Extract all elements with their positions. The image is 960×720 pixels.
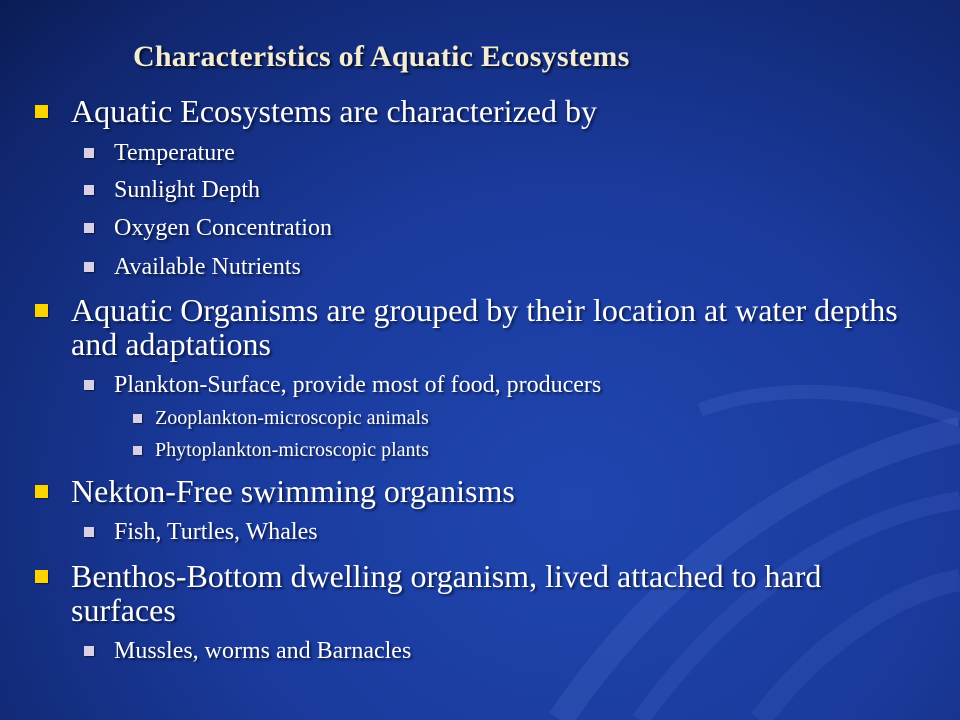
- sub-sub-bullet-zooplankton: [133, 406, 915, 430]
- sub-bullet-text: Plankton-Surface, provide most of food, producers: [114, 372, 602, 398]
- sub-bullet-temperature: [84, 139, 914, 167]
- square-bullet-icon: [133, 414, 142, 423]
- sub-bullet-mussles: [84, 637, 914, 665]
- sub-bullet-text: Sunlight Depth: [114, 177, 261, 203]
- square-bullet-icon: [35, 304, 48, 317]
- sub-bullet-text: Oxygen Concentration: [114, 215, 332, 241]
- bullet-nekton: [35, 474, 931, 508]
- sub-bullet-text: Mussles, worms and Barnacles: [114, 638, 412, 664]
- square-bullet-icon: [35, 570, 48, 583]
- sub-bullet-text: Fish, Turtles, Whales: [114, 519, 318, 545]
- square-bullet-icon: [84, 223, 94, 233]
- bullet-text: Nekton-Free swimming organisms: [71, 473, 515, 509]
- square-bullet-icon: [133, 446, 142, 455]
- sub-bullet-plankton: [84, 371, 914, 399]
- bullet-aquatic-organisms: [35, 293, 931, 361]
- slide-title: Characteristics of Aquatic Ecosystems: [133, 40, 630, 73]
- square-bullet-icon: [84, 527, 94, 537]
- square-bullet-icon: [35, 105, 48, 118]
- bullet-text: Aquatic Organisms are grouped by their location at water depths and adaptations: [71, 292, 898, 362]
- square-bullet-icon: [35, 485, 48, 498]
- square-bullet-icon: [84, 148, 94, 158]
- sub-bullet-text: Temperature: [114, 140, 235, 166]
- square-bullet-icon: [84, 646, 94, 656]
- sub-sub-bullet-text: Phytoplankton-microscopic plants: [155, 439, 429, 461]
- sub-bullet-fish: [84, 518, 914, 546]
- square-bullet-icon: [84, 262, 94, 272]
- bullet-benthos: [35, 559, 931, 627]
- sub-sub-bullet-phytoplankton: [133, 438, 915, 462]
- sub-bullet-oxygen: [84, 214, 914, 242]
- bullet-text: Aquatic Ecosystems are characterized by: [71, 93, 597, 129]
- sub-bullet-text: Available Nutrients: [114, 254, 301, 280]
- square-bullet-icon: [84, 380, 94, 390]
- sub-sub-bullet-text: Zooplankton-microscopic animals: [155, 407, 429, 429]
- sub-bullet-sunlight-depth: [84, 176, 914, 204]
- sub-bullet-nutrients: [84, 253, 914, 281]
- bullet-text: Benthos-Bottom dwelling organism, lived attached to hard surfaces: [71, 558, 822, 628]
- bullet-aquatic-ecosystems: [35, 94, 931, 128]
- square-bullet-icon: [84, 185, 94, 195]
